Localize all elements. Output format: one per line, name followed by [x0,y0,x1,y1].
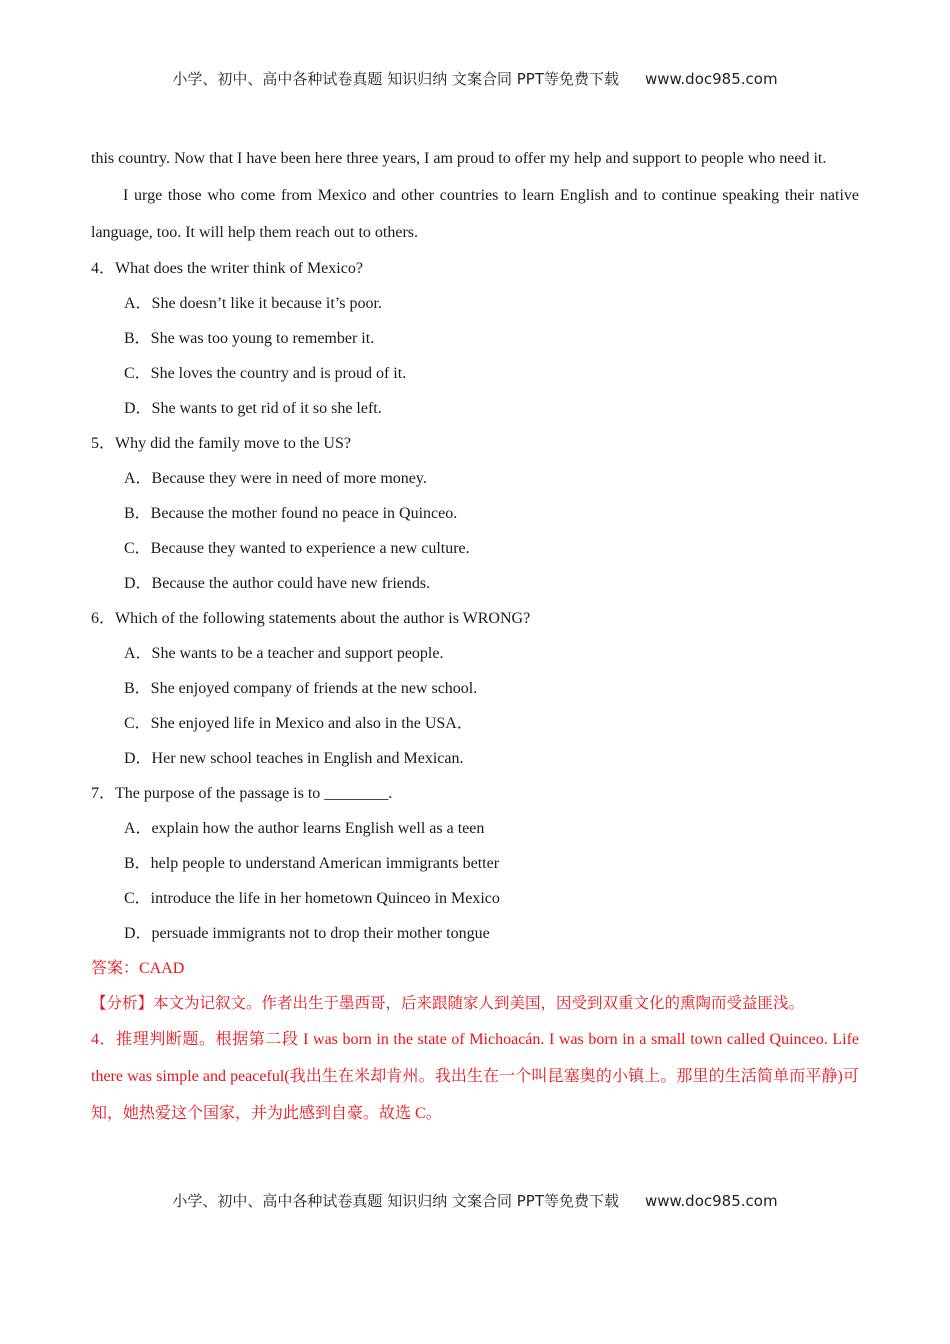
footer-text: 小学、初中、高中各种试卷真题 知识归纳 文案合同 PPT等免费下载 [172,1192,619,1210]
question-4 [91,251,859,426]
question-option: D．persuade immigrants not to drop their mother tongue [124,925,490,942]
question-5 [91,426,859,601]
question-option: C．Because they wanted to experience a new culture. [124,540,470,557]
question-stem: 5．Why did the family move to the US? [91,435,351,452]
question-option: A．She wants to be a teacher and support people. [124,645,444,662]
question-option: C．introduce the life in her hometown Quinceo in Mexico [124,890,500,907]
answer-key: 答案：CAAD [91,960,185,977]
question-option: D．Because the author could have new friends. [124,575,431,592]
passage-paragraph-2: I urge those who come from Mexico and other countries to learn English and to continue speaking their native language, too. It will help them reach out to others. [91,187,859,241]
question-stem: 6．Which of the following statements about the author is WRONG? [91,610,531,627]
question-6 [91,601,859,776]
question-option: D．She wants to get rid of it so she left. [124,400,382,417]
question-option: C．She loves the country and is proud of it. [124,365,407,382]
question-option: B．She enjoyed company of friends at the new school. [124,680,478,697]
question-stem: 4．What does the writer think of Mexico? [91,260,363,277]
passage-paragraph-1: this country. Now that I have been here three years, I am proud to offer my help and support to people who need it. [91,150,827,167]
question-stem: 7．The purpose of the passage is to ________. [91,785,393,802]
answer-explanation: 4．推理判断题。根据第二段 I was born in the state of Michoacán. I was born in a small town called Quinceo. Life there was simple and peaceful(我出生在米却肯州。我出生在一个叫昆塞奥的小镇上。那里的生活简单而平静)可知，她热爱这个国家，并为此感到自豪。故选 C。 [91,1031,859,1122]
question-option: B．Because the mother found no peace in Quinceo. [124,505,458,522]
question-option: A．explain how the author learns English well as a teen [124,820,485,837]
answer-analysis: 【分析】本文为记叙文。作者出生于墨西哥，后来跟随家人到美国，因受到双重文化的熏陶而受益匪浅。 [91,995,805,1012]
question-option: A．She doesn’t like it because it’s poor. [124,295,382,312]
header-text: 小学、初中、高中各种试卷真题 知识归纳 文案合同 PPT等免费下载 [172,70,619,88]
page-header [0,68,950,89]
question-option: A．Because they were in need of more money. [124,470,427,487]
question-option: D．Her new school teaches in English and Mexican. [124,750,464,767]
document-body [91,140,859,1132]
question-option: B．help people to understand American immigrants better [124,855,500,872]
footer-site-link[interactable]: www.doc985.com [644,1192,778,1210]
header-site-link[interactable]: www.doc985.com [644,70,778,88]
question-option: B．She was too young to remember it. [124,330,375,347]
question-option: C．She enjoyed life in Mexico and also in the USA． [124,715,473,732]
question-7 [91,776,859,951]
page-footer [0,1190,950,1211]
